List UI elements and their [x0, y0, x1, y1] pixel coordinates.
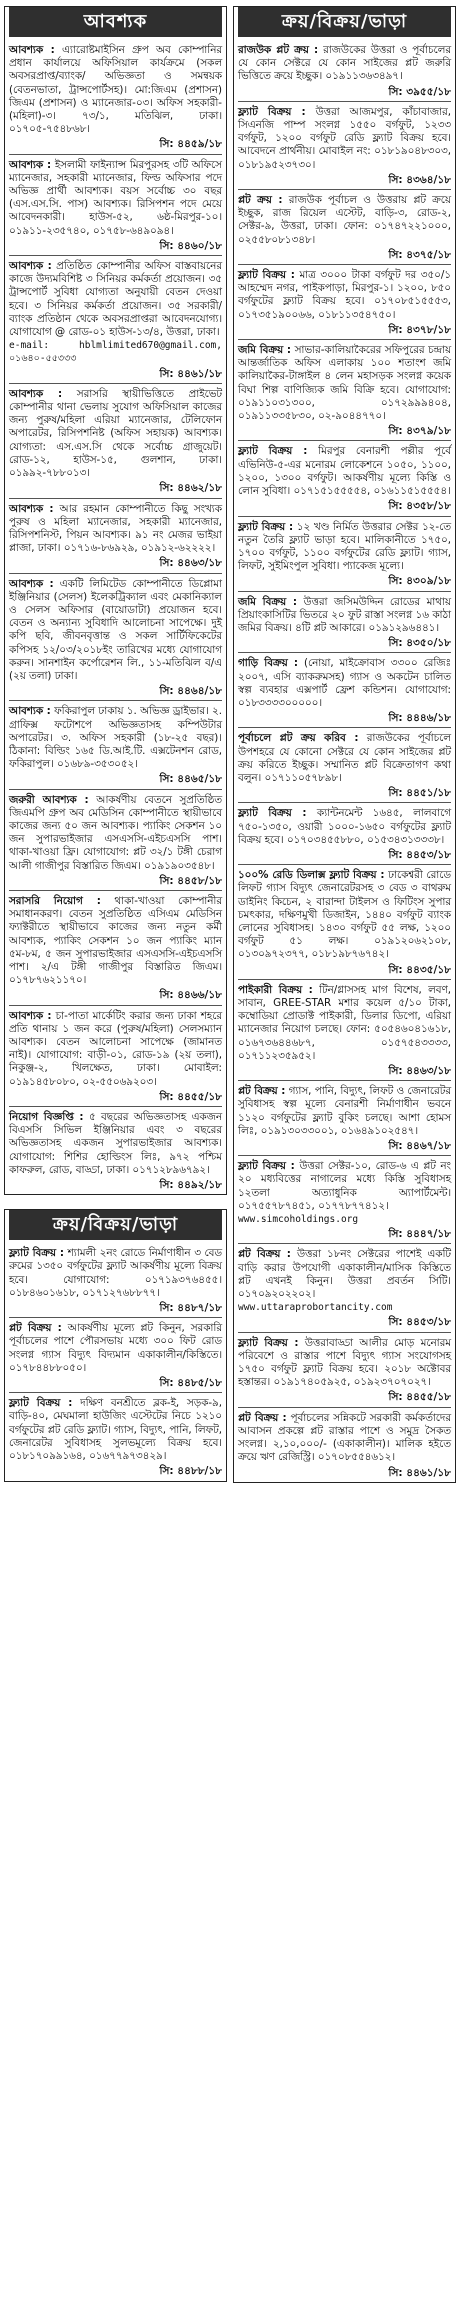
classified-ad: [9, 701, 222, 788]
ad-body: ঢাকেশ্বরী রোডে লিফট গ্যাস বিদ্যুৎ জেনারেটরসহ ৩ বেড ৩ বাথরুম ডাইনিং কিচেন, ২ বারান্দা টাইলস ও ফিটিংস সুপার চমৎকার, দক্ষিণমুখী ডিজাইন, ১৪৪০ বর্গফুট ব্যাংক লোনের সুবিধাসহ। ১৪৩০ বর্গফুট ৫৫ লক্ষ, ১২০০ বর্গফুট ৫১ লক্ষ। ০১৯১২০৬২১০৮, ০১৩০৯৭২৩৭৭, ০১৮১৯৮৭৬৭৪২।: [238, 869, 451, 961]
ad-body: রাজউক পূর্বাচল ও উত্তরায় প্লট ক্রয়ে ইচ্ছুক, রাজ রিয়েল এস্টেট, বাড়ি-৩, রোড-২, সেক্টর-৯, উত্তরা, ঢাকা। ফোন: ০১৭৪৭২২১০০০, ০২৫৫৮০৮১৩৪৮।: [238, 194, 451, 246]
classified-ad: [238, 1081, 451, 1155]
ad-title: আবশ্যক :: [9, 387, 63, 400]
ad-title: প্লট বিক্রয় :: [238, 1248, 291, 1261]
ad-body: উত্তরাবাড্ডা আলীর মোড় মনোরম পরিবেশে ও রাস্তার পাশে বিদ্যুৎ গ্যাস সংযোগসহ ১৭৫০ বর্গফুট ফ্ল্যাট বিক্রয় হবে। ২০১৮ অক্টোবর হস্তান্তর। ০১৯১৭৪০৫৯২৫, ০১৯২৩৭০৭০২৭।: [238, 1336, 451, 1389]
ad-code: সি: ৪৩৭৮/১৮: [388, 323, 451, 336]
ad-title: আবশ্যক :: [9, 502, 54, 515]
ad-body: সরাসরি স্থায়ীভিত্তিতে প্রাইভেট কোম্পানীর থানা ভেলায় সুযোগ অফিসিয়াল কাজের জন্য পুরুষ/মহিলা এরিয়া ম্যানেজার, টেলিফোন অপারেটর, রিসিপশনিষ্ট (অফিস সহায়ক) আবশ্যক। যোগ্যতা: এস.এস.সি থেকে সর্বোচ্চ গ্রাজুয়েট। রোড-১২, হাউস-১৫, গুলশান, ঢাকা। ০১৯৯২-৭৮৮০১৩।: [9, 387, 222, 480]
classified-ad: [238, 340, 451, 440]
ad-title: আবশ্যক :: [9, 158, 52, 171]
ad-title: পূর্বাচলে প্লট ক্রয় করিব :: [238, 732, 359, 745]
ad-body: ১২ খণ্ড নির্মিত উত্তরার সেক্টর ১২-তে নতুন তৈরি ফ্ল্যাট ভাড়া হবে। মালিকানীতে ১৭৫০, ১৭০০ বর্গফুট, ১১০০ বর্গফুটের রেডি ফ্ল্যাট। গ্যাস, লিফট, সুইমিংপুল সুবিধা। প্যাকেজ মূল্যে।: [238, 520, 451, 573]
classified-ad: [9, 1006, 222, 1106]
classified-ad: [9, 1243, 222, 1317]
ad-code: সি: ৩৯৫৫/১৮: [388, 85, 451, 98]
ad-code: সি: ৪৪৫৯/১৮: [159, 138, 222, 151]
ad-title: ফ্ল্যাট বিক্রয় :: [238, 807, 307, 820]
ad-web-contact: www.uttaraprobortancity.com: [238, 1302, 393, 1314]
ad-title: জমি বিক্রয় :: [238, 595, 297, 608]
ad-title: আবশ্যক :: [9, 1009, 52, 1022]
ad-code: সি: ৪৪৮৮/১৮: [159, 1465, 222, 1478]
classified-ad: [238, 1156, 451, 1243]
classified-ad: [238, 265, 451, 339]
ad-code: সি: ৪৪৬৩/১৮: [159, 557, 222, 570]
classified-ad: [238, 728, 451, 802]
left-column: [4, 6, 227, 2298]
ad-title: প্লট বিক্রয় :: [9, 1322, 62, 1335]
ad-body: আকর্ষণীয় বেতনে সুপ্রতিষ্ঠিত জিএমপি গ্রুপ অব মেডিসিন কোম্পানীতে স্থায়ীভাবে কাজের জন্য ৫০ জন আবশ্যক। প্যাকিং সেকশন ১০ জন সুপারভাইজার এসএসসি-এইচএসসি পাশ। থাকা-খাওয়া ফ্রি। যোগাযোগ: প্লট ৩২/১ টঙ্গী চেরাগ আলী গাজীপুর বিস্তারিত জিএম। ০১৯১৯০৩৫৪৮।: [9, 793, 222, 872]
classified-ad: [9, 574, 222, 701]
ad-code: সি: ৪৩৫৮/১৮: [388, 500, 451, 513]
ad-body: এ্যারোষ্টমাইসিন গ্রুপ অব কোম্পানির প্রধান কার্যালয়ে অফিসিয়াল কার্যক্রমে (সকল অবসরপ্রাপ্ত/ব্যাংক/ অভিজ্ঞতা ও সমন্বয়ক (বেতনভাতা, ট্রান্সপোর্টসহ)। মো:জিএম (প্রশাসন) জিএম (প্রশাসন) ও ম্যানেজার-০৩। অফিস সহকারী-(মহিলা)-৩। ৭৩/১, মতিঝিল, ঢাকা। ০১৭০৫-৭৫৪৮৬৮।: [9, 44, 222, 136]
ad-title: গাড়ি বিক্রয় :: [238, 657, 298, 670]
ad-code: সি: ৪৩৭৫/১৮: [388, 248, 451, 261]
ad-code: সি: ৪৪৫৮/১৮: [159, 874, 222, 887]
ad-title: আবশ্যক :: [9, 260, 52, 273]
ad-code: সি: ৪৩৬৪/১৮: [388, 173, 451, 186]
classified-ad: [9, 1107, 222, 1194]
ad-code: সি: ৪৪৫৫/১৮: [388, 1391, 451, 1404]
right-column: [233, 6, 456, 2298]
ad-code: সি: ৪৪৮৫/১৮: [159, 1377, 222, 1390]
ad-title: ফ্ল্যাট বিক্রয় :: [238, 1160, 295, 1173]
section-gap: [4, 1195, 227, 1209]
classified-ad: [9, 1318, 222, 1392]
ad-code: সি: ৪৪৬৪/১৮: [159, 685, 222, 698]
ad-title: জরুরী আবশ্যক :: [9, 793, 89, 806]
ad-title: ফ্ল্যাট বিক্রয় :: [238, 445, 308, 458]
classified-ad: [9, 384, 222, 498]
ad-title: ১০০% রেডি ডিলাক্স ফ্ল্যাট বিক্রয় :: [238, 869, 385, 882]
ad-body: শ্যামলী ২নং রোডে নির্মাণাধীন ৩ বেড রুমের ১৩৫০ বর্গফুটের ফ্ল্যাট আকর্ষণীয় মূল্যে বিক্রয় হবে। যোগাযোগ: ০১৭১৯৩৭৬৪৫৫। ০১৮৪৬০১৬১৮, ০১৭১২৭৬৮৮৭৭।: [9, 1247, 222, 1299]
classified-section: [4, 1209, 227, 1481]
ad-body: থাকা-খাওয়া কোম্পানীর সমাধানকরণ। বেতন সুপ্রতিষ্ঠিত এসিএম মেডিসিন ফ্যাক্টরীতে স্থায়ীভাবে কাজের জন্য নতুন কর্মী আবশ্যক, প্যাকিং সেকশন ১০ জন প্যাকিং ম্যান ৫ম-৮ম, ৫ জন সুপারভাইজার এসএসসি-এইচএসসি পাশ। ২/এ টঙ্গী গাজীপুর বিস্তারিত জিএম। ০১৭৮৭৬২১১৭০।: [9, 894, 222, 987]
ad-title: আবশ্যক :: [9, 44, 55, 56]
ad-title: ফ্ল্যাট বিক্রয় :: [238, 520, 294, 533]
ad-code: সি: ৪৪৫১/১৮: [388, 787, 451, 800]
ad-code: সি: ৪৪৩৫/১৮: [388, 963, 451, 976]
classified-ad: [238, 653, 451, 727]
ad-body: চা-পাতা মার্কেটিং করার জন্য ঢাকা শহরে প্রতি থানায় ১ জন করে (পুরুষ/মহিলা) সেলসম্যান আবশ্যক। বেতন আলোচনা সাপেক্ষে (জামানত নাই)। যোগাযোগ: বাড়ী-০১, রোড-১৯ (২য় তলা), নিকুঞ্জ-২, খিলক্ষেত, ঢাকা। মোবাইল: ০১৯১৪৫৮০৮০, ০২-৫৫০৬৯২০৩।: [9, 1009, 222, 1088]
ad-body: উত্তরা ১৮নং সেক্টরের পাশেই একটি বাড়ি করার উপযোগী একাকালীন/মাসিক কিস্তিতে প্লট এখনই কিনুন। উত্তরা প্রবর্তন সিটি। ০১৭০৯২০২২০২।: [238, 1248, 452, 1301]
ad-title: নিয়োগ বিজ্ঞপ্তি :: [9, 1111, 84, 1124]
classified-ad: [238, 40, 451, 101]
ad-title: আবশ্যক :: [9, 705, 51, 718]
ad-body: আকর্ষণীয় মূল্যে প্লট কিনুন, সরকারি পূর্বাচলের পাশে পৌরসভায় মধ্যে ৩০০ ফিট রোড সংলগ্ন গ্যাস বিদ্যুৎ বিদ্যমান একাকালীন/কিস্তিতে। ০১৭৮৪৪৮৮০৫০।: [9, 1322, 222, 1374]
ad-title: ফ্ল্যাট বিক্রয় :: [9, 1247, 65, 1260]
classified-section: [233, 6, 456, 1483]
classified-ad: [238, 517, 451, 591]
section-header: আবশ্যক: [9, 7, 222, 37]
ad-code: সি: ৪৪৯২/১৮: [159, 1179, 222, 1192]
ad-code: সি: ৪৪৬০/১৮: [159, 239, 222, 252]
ad-body: একটি লিমিটেড কোম্পানীতে ডিপ্লোমা ইঞ্জিনিয়ার (সেলস) ইলেকট্রিক্যাল এবং মেকানিক্যাল ও সেলস অফিসার (বায়োডাটা) প্রয়োজন হবে। বেতন ও অন্যান্য সুবিধাদি আলোচনা সাপেক্ষে। দুই কপি ছবি, জীবনবৃত্তান্ত ও সকল সার্টিফিকেটের কপিসহ ১২/০৩/২০১৮ইং তারিখের মধ্যে যোগাযোগ করুন। সানশাইন কর্পোরেশন লি., ১১-মতিঝিল ব/এ (২য় তলা) ঢাকা।: [9, 577, 222, 682]
ad-title: পাইকারী বিক্রয় :: [238, 983, 313, 996]
ad-body: ফকিরাপুল ঢাকায় ১. অভিজ্ঞ ড্রাইভার। ২. গ্রাফিক্স ফটোশপে অভিজ্ঞতাসহ কম্পিউটার অপারেটর। ৩. অফিস সহকারী (১৮-২৫ বছর)। ঠিকানা: বিল্ডিং ১৬৫ ডি.আই.টি. এক্সটেনশন রোড, ফকিরাপুল। ০১৬৮৯-৩৫৩০৫২।: [9, 705, 222, 771]
ad-body: টিন/গ্লাসসহ মাগ বিশেষ, লবণ, সাবান, GREE-STAR মশার কয়েল ৫/১০ টাকা, কম্বোডিয়া প্রোডাক্ট পাইকারী, ডিলার ডিপো, এরিয়া ম্যানেজার নিয়োগ চলছে। ফোন: ৫০৫৪৬০৪১৬১৮, ০১৬৭৩৬৪৪৬৮৭, ০১৫৭৫৪৩৩৩৩, ০১৭১১২৩৫৯৫২।: [238, 983, 451, 1062]
classified-section: [4, 6, 227, 1195]
classified-ad: [238, 190, 451, 264]
ad-body: সাভার-কালিয়াকৈরের সফিপুরের চন্দ্রায় আন্তর্জাতিক অফিস এলাকায় ১০০ শতাংশ জমি কালিয়াকৈর-টাঙ্গাইল ৪ লেন মহাসড়ক সংলগ্ন কয়েক বিঘা শিল্প বাণিজ্যিক জমি বিক্রি হবে। যোগাযোগ: ০১৯১১০৩১৩০০, ০১৭২৯৯৯৪০৪, ০১৯১১৩৩৫৮৩০, ০২-৯০৪৪৭৭০।: [238, 344, 452, 423]
classified-ad: [238, 1333, 451, 1407]
classified-ad: [238, 865, 451, 979]
ad-code: সি: ৪৪৬৬/১৮: [159, 989, 222, 1002]
ad-body: মিরপুর বেনারশী পল্লীর পূর্বে এভিনিউ-৫-এর মনোরম লোকেশনে ১০৫০, ১১০০, ১২০০, ১৩০০ বর্গফুট। আকর্ষণীয় মূল্যে কিস্তি ও লোন সুবিধা। ০১৭১৫১৫৫৫৫৪, ০১৬১১৫১৫৫৫৪।: [238, 445, 452, 498]
classified-ad: [238, 592, 451, 653]
ad-title: ফ্ল্যাট বিক্রয় :: [238, 105, 306, 118]
section-header: ক্রয়/বিক্রয়/ভাড়া: [9, 1210, 222, 1240]
ad-code: সি: ৪৪৬৩/১৮: [388, 1065, 451, 1078]
ad-title: সরাসরি নিয়োগ :: [9, 894, 101, 907]
ad-body: মাত্র ৩০০০ টাকা বর্গফুট দর ৩৫০/১ আহম্মেদ নগর, পাইকপাড়া, মিরপুর-১। ১২০০, ৮৫০ বর্গফুটের ফ্ল্যাট বিক্রয় হবে। ০১৭০৮৫১৫৫৫৩, ০১৭৩৫১৯০০৬৬, ০১৮১১৩৫৪৭৫০।: [238, 269, 451, 321]
ad-body: (নোয়া, মাইক্রোবাস ৩৩০০ রেজিঃ ২০০৭, এসি ব্যাকরুমসহ) গ্যাস ও অকটেন চালিত স্বল্প ব্যবহার এক্সপার্ট ফ্রেশ কন্ডিশন। যোগাযোগ: ০১৮৩৩৩৩০০০০০।: [238, 657, 451, 709]
ad-code: সি: ৪৪৬৭/১৮: [388, 1140, 451, 1153]
ad-title: জমি বিক্রয় :: [238, 344, 292, 357]
ad-code: সি: ৪৪৬৫/১৮: [159, 773, 222, 786]
ad-title: ফ্ল্যাট বিক্রয় :: [238, 269, 295, 282]
ad-title: প্লট বিক্রয় :: [238, 1411, 287, 1424]
ad-body: উত্তরা জসিমউদ্দিন রোডের মাথায় প্রিয়াংকাসিটির ভিতরে ২০ ফুট রাস্তা সংলগ্ন ১৬ কাঠা জমির বিক্রয়। ৪টি প্লট আকারে। ০১৯১২৯৬৪৪১।: [238, 595, 451, 634]
ad-body: রাজউকের উত্তরা ও পূর্বাচলের যে কোন সেক্টরে যে কোন সাইজের প্লট জরুরি ভিত্তিতে ক্রয়ে ইচ্ছুক। ০১৯১১৩৬৩৪৯৭।: [238, 44, 451, 83]
ad-code: সি: ৪৪৮৭/১৮: [159, 1302, 222, 1315]
classified-ad: [238, 1244, 451, 1331]
classified-ad: [9, 790, 222, 890]
ad-code: সি: ৪৪৬১/১৮: [159, 367, 222, 380]
ad-body: প্রতিষ্ঠিত কোম্পানীর অফিস বাস্তবায়নের কাজে উদ্যমবিশিষ্ট ৩ সিনিয়র কর্মকর্তা প্রয়োজন। ৩৫ ট্রান্সপোর্ট সুবিধা যোগ্যতা অনুযায়ী বেতন দেওয়া হবে। ৩ সিনিয়র কর্মকর্তা প্রয়োজন। ৩৫ সরকারী/ব্যাংক প্রতিষ্ঠান থেকে অবসরপ্রাপ্তরা আবেদনযোগ্য। যোগাযোগ @ রোড-০১ হাউস-১৩/৪, উত্তরা, ঢাকা।: [9, 260, 222, 339]
classified-ad: [9, 155, 222, 255]
ad-title: প্লট ক্রয় :: [238, 194, 283, 207]
ad-code: সি: ৪৪৪৬/১৮: [388, 712, 451, 725]
classified-ad: [238, 980, 451, 1080]
ad-web-contact: e-mail: hblmlimited670@gmail.com, ০১৬৪০-৫৫৩৩৩: [9, 340, 222, 365]
ad-web-contact: www.simcoholdings.org: [238, 1214, 359, 1226]
ad-body: ক্যান্টনমেন্ট ১৬৪৫, লালবাগে ৭৫০-১৩৫০, ওয়ারী ১০০০-১৬৫০ বর্গফুটের ফ্ল্যাট বিক্রয় হবে। ০১৭০৩৪৫৫৮৮০, ০১৫৩৪৩১৩৩৩৮।: [238, 807, 452, 846]
classified-ad: [9, 256, 222, 383]
ad-body: রাজউকের পূর্বাচলে উপশহরে যে কোনো সেক্টরে যে কোন সাইজের প্লট ক্রয় করিতে ইচ্ছুক। সম্মানিত প্লট বিক্রেতাগণ কথা বলুন। ০১৭১১০৫৭৮৯৮।: [238, 732, 451, 784]
classified-ad: [238, 102, 451, 189]
classified-ad: [9, 40, 222, 154]
classified-ad: [238, 803, 451, 864]
classified-ad: [9, 1393, 222, 1480]
ad-code: সি: ৪৪৫৩/১৮: [388, 1316, 451, 1329]
ad-title: আবশ্যক :: [9, 577, 54, 590]
ad-code: সি: ৪৪৫৫/১৮: [159, 1090, 222, 1103]
classified-ad: [238, 441, 451, 515]
classified-ad: [9, 891, 222, 1005]
ad-title: ফ্ল্যাট বিক্রয় :: [9, 1397, 73, 1410]
classified-ad: [9, 499, 222, 573]
ad-code: সি: ৪৪৬১/১৮: [388, 1466, 451, 1479]
ad-code: সি: ৪৩৭৯/১৮: [388, 425, 451, 438]
ad-title: রাজউক প্লট ক্রয় :: [238, 44, 319, 56]
ad-code: সি: ৪৩৫০/১৮: [388, 637, 451, 650]
ad-code: সি: ৪৪৪৭/১৮: [388, 1228, 451, 1241]
ad-body: ইসলামী ফাইন্যান্স মিরপুরসহ ৩টি অফিসে ম্যানেজার, সহকারী ম্যানেজার, ফিল্ড অফিসার পদে অভিজ্ঞ প্রার্থী আবশ্যক। বয়স সর্বোচ্চ ৩০ বছর (এস.এস.সি. পাস) আবশ্যক। রিসিপশন পদে মেয়ে আবেদনকারী। হাউস-৫২, ৬ষ্ঠ-মিরপুর-১০। ০১৯১১-২৩৫৭৪০, ০১৭৫৮-৬৪৯০৯৪।: [9, 158, 222, 237]
ad-body: দক্ষিণ বনশ্রীতে ব্লক-ই, সড়ক-৯, বাড়ি-৪০, মেঘমালা হাউজিং এস্টেটের নিচে ১২১০ বর্গফুটের প্লট রেডি ফ্ল্যাট। গ্যাস, বিদ্যুৎ, পানি, লিফট, জেনারেটর সুবিধাসহ সুলভমূল্যে বিক্রয় হবে। ০১৮১৭০৯৯১৬৪, ০১৬৭৭৯৭৩৪২৯।: [9, 1397, 223, 1463]
ad-body: ৫ বছরের অভিজ্ঞতাসহ একজন বিএসসি সিভিল ইঞ্জিনিয়ার এবং ৩ বছরের অভিজ্ঞতাসহ একজন সুপারভাইজার আবশ্যক। যোগাযোগ: শিশির হোল্ডিংস লিঃ, ৯৭২ পশ্চিম কাফরুল, রোড, বাড্ডা, ঢাকা। ০১৭১২৮৯৬৭৯২।: [9, 1111, 222, 1176]
ad-body: আর রহমান কোম্পানীতে কিছু সংখ্যক পুরুষ ও মহিলা ম্যানেজার, সহকারী ম্যানেজার, রিসিপশনিস্ট, পিয়ন আবশ্যক। ৯১ নং মেজর ভাইয়া প্লাজা, ঢাকা। ০১৭১৬-৮৬৯২৯, ০১৯১২-৬২২২২।: [9, 502, 223, 555]
ad-body: উত্তরা সেক্টর-১০, রোড-৬ এ প্লট নং ২০ মধ্যবিত্তের নাগালের মধ্যে কিস্তি সুবিধাসহ ১২তলা অত্যাধুনিক অ্যাপার্টমেন্ট। ০১৭৫৫৭৮৭৪৫১, ০১৭৭৮৭৭৪১২।: [238, 1160, 451, 1212]
ad-body: উত্তরা আজমপুর, কাঁচাবাজার, সিএনজি পাম্প সংলগ্ন ১৫৫০ বর্গফুট, ১২৩৩ বর্গফুট, ১২০০ বর্গফুট রেডি ফ্ল্যাট বিক্রয় হবে। আবেদনে প্রার্থনীয়। মোবাইল নং: ০১৮১৯০৪৮৩০৩, ০১৮১৯৫২৩৭৩০।: [238, 105, 451, 171]
ad-code: সি: ৪৩০৯/১৮: [388, 575, 451, 588]
ad-body: গ্যাস, পানি, বিদ্যুৎ, লিফট ও জেনারেটর সুবিধাসহ স্বল্প মূল্যে বেনারশী নির্মাণাধীন ভবনে ১১২০ বর্গফুটের ফ্ল্যাট বুকিং চলছে। আশা হোমস লিঃ, ০১৯১৩০৩৩০০১, ০১৬৪৯১০২৫৪৭।: [238, 1085, 451, 1137]
ad-title: ফ্ল্যাট বিক্রয় :: [238, 1336, 299, 1349]
ad-code: সি: ৪৪৬২/১৮: [159, 482, 222, 495]
section-header: ক্রয়/বিক্রয়/ভাড়া: [238, 7, 451, 37]
ad-code: সি: ৪৪৫৩/১৮: [388, 848, 451, 861]
classified-ad: [238, 1408, 451, 1482]
ad-title: প্লট বিক্রয় :: [238, 1085, 286, 1098]
ad-body: পূর্বাচলের সন্নিকটে সরকারী কর্মকর্তাদের আবাসন প্রকল্পে প্লট রাস্তার পাশে ও সমুদ্র সৈকত সংলগ্ন। ২,১০,০০০/- (একাকালীন)। মালিক হইতে ক্রয়ে ঋণ রেজিস্ট্রি। ০১৭০৮৫৫৪৬১২।: [238, 1411, 451, 1464]
